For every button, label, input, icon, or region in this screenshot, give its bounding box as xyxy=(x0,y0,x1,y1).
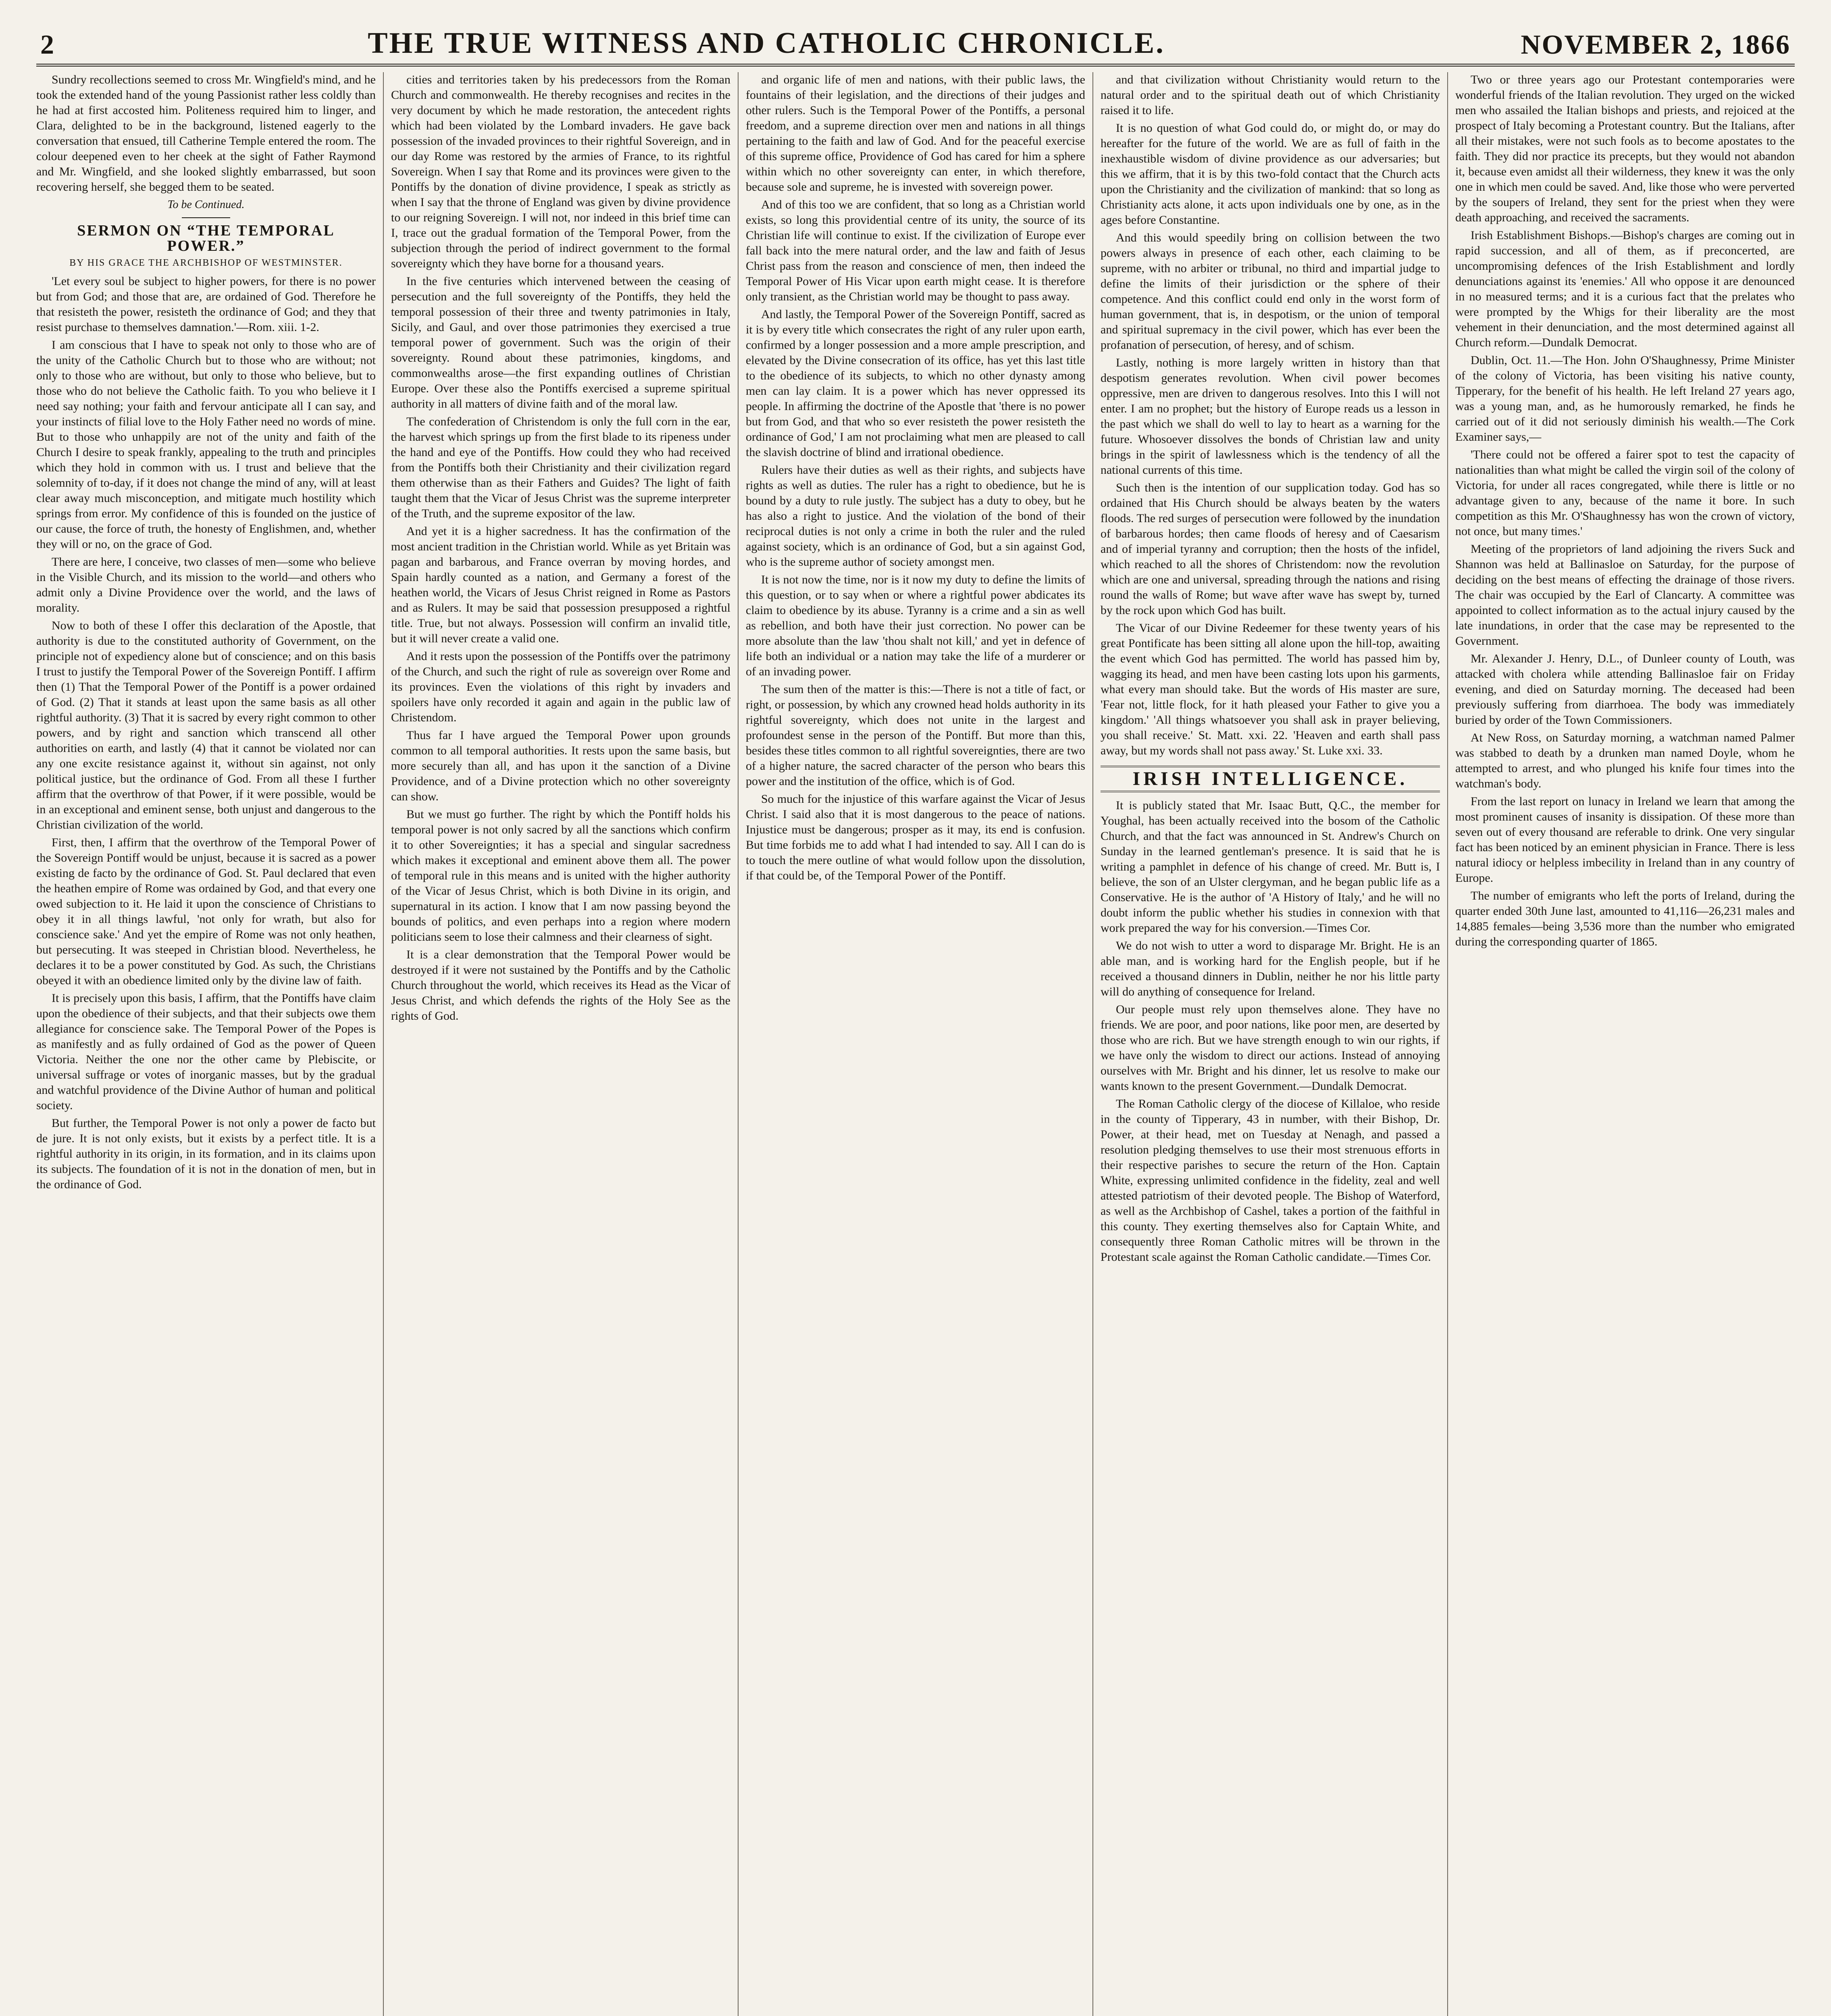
news-paragraph: 'There could not be offered a fairer spot to test the capacity of nationalities than what might be called the virgin soil of the colony of Victoria, for under all races congregated, while there is little or no advantage given to any, because of the name it bore. In such competition as this Mr. O'Shaughnessy has won the crown of victory, not once, but many times.' xyxy=(1455,448,1795,538)
news-paragraph: We do not wish to utter a word to disparage Mr. Bright. He is an able man, and is working hard for the English people, but if he received a thousand dinners in Dublin, neither he nor his little party will do anything of consequence for Ireland. xyxy=(1101,939,1440,998)
masthead xyxy=(36,16,1795,67)
sermon-byline: BY HIS GRACE THE ARCHBISHOP OF WESTMINSTER. xyxy=(69,258,343,268)
issue-date: NOVEMBER 2, 1866 xyxy=(1521,29,1791,60)
article-paragraph: Thus far I have argued the Temporal Power upon grounds common to all temporal authorities. It rests upon the same basis, but more securely than all, and has upon it the sanction of a Divine Providence, and of a Divine protection which no other sovereignty can show. xyxy=(391,729,730,803)
story-paragraph: Sundry recollections seemed to cross Mr. Wingfield's mind, and he took the extended hand of the young Passionist rather less coldly than he had at first accosted him. Politeness required him to linger, and Clara, delighted to be in the background, listened eagerly to the conversation that ensued, till Catherine Temple entered the room. The colour deepened even to her cheek at the sight of Father Raymond and Mr. Wingfield, and she looked slightly embarrassed, but soon recovering herself, she begged them to be seated. xyxy=(36,73,376,194)
news-paragraph: Our people must rely upon themselves alone. They have no friends. We are poor, and poor nations, like poor men, are deserted by those who are rich. But we have strength enough to win our rights, if we have only the wisdom to direct our actions. Instead of annoying ourselves with Mr. Bright and his dinner, let us resolve to make our wants known to the present Government.—Dundalk Democrat. xyxy=(1101,1003,1440,1093)
news-paragraph: Mr. Alexander J. Henry, D.L., of Dunleer county of Louth, was attacked with cholera while attending Ballinasloe fair on Friday evening, and died on Saturday morning. The deceased had been previously suffering from diarrhoea. The body was immediately buried by order of the Town Commissioners. xyxy=(1455,652,1795,727)
page-number: 2 xyxy=(40,29,54,60)
sermon-paragraph: Now to both of these I offer this declaration of the Apostle, that authority is due to the constituted authority of Government, on the principle not of expediency alone but of conscience; and on this basis I trust to justify the Temporal Power of the Sovereign Pontiff. I affirm then (1) That the Temporal Power of the Pontiff is a power ordained of God. (2) That it stands at least upon the same basis as all other rightful authority. (3) That it is sacred by every right common to other powers, and by right and sanction which transcend all other authorities on earth, and lastly (4) that it cannot be violated nor can any one excite resistance against it, without sin against, not only political justice, but the ordinance of God. From all these I further affirm that the overthrow of that Power, if it were possible, would be in an exceptional and eminent sense, both unjust and dangerous to the Christian civilization of the world. xyxy=(36,619,376,831)
article-paragraph: But we must go further. The right by which the Pontiff holds his temporal power is not only sacred by all the sanctions which confirm it to other Sovereignties; it has a special and singular sacredness which makes it exceptional and eminent above them all. The power of temporal rule in this means and is united with the higher authority of the Vicar of Jesus Christ, which is both Divine in its origin, and supernatural in its action. I know that I am now passing beyond the bounds of politics, and even perhaps into a region where modern politicians seem to lose their calmness and their clearness of sight. xyxy=(391,808,730,943)
news-paragraph: The number of emigrants who left the ports of Ireland, during the quarter ended 30th June last, amounted to 41,116—26,231 males and 14,885 females—being 3,536 more than the number who emigrated during the corresponding quarter of 1865. xyxy=(1455,889,1795,948)
article-paragraph: In the five centuries which intervened between the ceasing of persecution and the full sovereignty of the Pontiffs, they held the temporal possession of their three and twenty patrimonies in Italy, Sicily, and Gaul, and over those patrimonies they exercised a true temporal power of government. Such was the origin of their sovereignty. Round about these patrimonies, kingdoms, and commonwealths arose—the first expanding outlines of Christian Europe. Over these also the Pontiffs exercised a supreme spiritual authority in all matters of divine faith and of the moral law. xyxy=(391,275,730,410)
sermon-paragraph: 'Let every soul be subject to higher powers, for there is no power but from God; and those that are, are ordained of God. Therefore he that resisteth the power, resisteth the ordinance of God; and they that resist purchase to themselves damnation.'—Rom. xiii. 1-2. xyxy=(36,275,376,334)
news-paragraph: It is publicly stated that Mr. Isaac Butt, Q.C., the member for Youghal, has been actually received into the bosom of the Catholic Church, and that the fact was announced in St. Andrew's Church on Sunday in the learned gentleman's presence. It is said that he is writing a pamphlet in defence of his change of creed. Mr. Butt is, I believe, the son of an Ulster clergyman, and he began public life as a Conservative. He is the author of 'A History of Italy,' and he will no doubt inform the public whether his studies in connexion with that work prepared the way for his conversion.—Times Cor. xyxy=(1101,799,1440,935)
news-paragraph: Irish Establishment Bishops.—Bishop's charges are coming out in rapid succession, and all of them, as if preconcerted, are uncompromising defences of the Irish Establishment and lordly denunciations against its 'enemies.' All who oppose it are denounced in no measured terms; and it is a curious fact that the prelates who were prompted by the Whigs for their liberality are the most vehement in their denunciation, and the most determined against all Church reform.—Dundalk Democrat. xyxy=(1455,229,1795,349)
news-paragraph: Meeting of the proprietors of land adjoining the rivers Suck and Shannon was held at Ballinasloe on Saturday, for the purpose of deciding on the best means of effecting the drainage of those rivers. The chair was occupied by the Earl of Clancarty. A committee was appointed to collect information as to the actual injury caused by the late inundations, in order that the case may be represented to the Government. xyxy=(1455,542,1795,648)
columns xyxy=(36,72,1795,2016)
article-paragraph: Rulers have their duties as well as their rights, and subjects have rights as well as duties. The ruler has a right to obedience, but he is bound by a duty to rule justly. The subject has a duty to obey, but he has also a right to justice. And the violation of the bond of their reciprocal duties is not only a crime in both the ruler and the ruled against society, which is an ordinance of God, but a sin against God, who is the supreme author of society amongst men. xyxy=(746,463,1085,569)
article-paragraph: and organic life of men and nations, with their public laws, the fountains of their legislation, and the directions of their judges and other rulers. Such is the Temporal Power of the Pontiffs, a personal freedom, and a supreme direction over men and nations in all things pertaining to the faith and law of God. And for the peaceful exercise of this supreme office, Providence of God has cared for him a sphere within which no other sovereignty can enter, in which therefore, because sole and supreme, he is invested with sovereign power. xyxy=(746,73,1085,194)
sermon-paragraph: It is precisely upon this basis, I affirm, that the Pontiffs have claim upon the obedience of their subjects, and that their subjects owe them allegiance for conscience sake. The Temporal Power of the Popes is as manifestly and as fully ordained of God as the power of Queen Victoria. Neither the one nor the other came by Plebiscite, or universal suffrage or votes of inorganic masses, but by the gradual and watchful providence of the Divine Author of human and political society. xyxy=(36,991,376,1112)
article-paragraph: The confederation of Christendom is only the full corn in the ear, the harvest which springs up from the first blade to its ripeness under the hand and eye of the Pontiffs. How could they who had received from the Pontiffs both their Christianity and their civilization regard them otherwise than as their Fathers and Guides? The light of faith taught them that the Vicar of Jesus Christ was the supreme interpreter of the Truth, and the supreme expositor of the law. xyxy=(391,415,730,520)
article-paragraph: And it rests upon the possession of the Pontiffs over the patrimony of the Church, and such the right of rule as sovereign over Rome and its provinces. Even the violations of this right by invaders and spoilers have only recorded it again and again in the public law of Christendom. xyxy=(391,650,730,724)
sermon-paragraph: There are here, I conceive, two classes of men—some who believe in the Visible Church, and its mission to the world—and others who admit only a Divine Providence over the world, and the laws of morality. xyxy=(36,555,376,614)
news-paragraph: The Roman Catholic clergy of the diocese of Killaloe, who reside in the county of Tipperary, 43 in number, with their Bishop, Dr. Power, at their head, met on Tuesday at Nenagh, and passed a resolution pledging themselves to use their most strenuous efforts in their respective parishes to secure the return of the Hon. Captain White, expressing unlimited confidence in the fidelity, zeal and well attested patriotism of their devoted people. The Bishop of Waterford, as well as the Archbishop of Cashel, takes a portion of the faithful in this county. They exerting themselves also for Captain White, and consequently three Roman Catholic mitres will be thrown in the Protestant scale against the Roman Catholic candidate.—Times Cor. xyxy=(1101,1097,1440,1264)
column-3 xyxy=(738,72,1092,2016)
sermon-paragraph: But further, the Temporal Power is not only a power de facto but de jure. It is not only exists, but it exists by a perfect title. It is a rightful authority in its origin, in its formation, and in its claims upon its subjects. The foundation of it is not in the donation of men, but in the ordinance of God. xyxy=(36,1116,376,1191)
article-paragraph: So much for the injustice of this warfare against the Vicar of Jesus Christ. I said also that it is most dangerous to the peace of nations. Injustice must be dangerous; prosper as it may, its end is confusion. But time forbids me to add what I had intended to say. All I can do is to touch the mere outline of what would follow upon the dissolution, if that could be, of the Temporal Power of the Pontiff. xyxy=(746,792,1085,882)
article-paragraph: It is not now the time, nor is it now my duty to define the limits of this question, or to say when or where a rightful power abdicates its claim to obedience by its abuse. Tyranny is a crime and a sin as well as rebellion, and both have their just correction. No power can be more absolute than the law 'thou shalt not kill,' and yet in defence of life both an individual or a nation may take the life of a murderer or of an invading power. xyxy=(746,573,1085,678)
article-paragraph: and that civilization without Christianity would return to the natural order and to the spiritual death out of which Christianity raised it to life. xyxy=(1101,73,1440,117)
article-paragraph: It is a clear demonstration that the Temporal Power would be destroyed if it were not sustained by the Pontiffs and by the Catholic Church throughout the world, which receives its Head as the Vicar of Jesus Christ, and which defends the rights of the Holy See as the rights of God. xyxy=(391,948,730,1023)
article-paragraph: And of this too we are confident, that so long as a Christian world exists, so long this providential centre of its unity, the source of its Christian life will continue to exist. If the civilization of Europe ever fall back into the mere natural order, and the law and faith of Jesus Christ pass from the reason and conscience of men, then indeed the Temporal Power of His Vicar upon earth might cease. It is therefore only transient, as the Christian world may be thought to pass away. xyxy=(746,198,1085,303)
article-paragraph: And this would speedily bring on collision between the two powers always in presence of each other, each claiming to be supreme, with no arbiter or tribunal, no third and impartial judge to define the limits of their jurisdiction or the sphere of their competence. And this conflict could end only in the worst form of human government, that is, in despotism, or the union of temporal and spiritual supremacy in the civil power, which has ever been the profanation of persecution, of heresy, and of schism. xyxy=(1101,231,1440,352)
article-paragraph: Lastly, nothing is more largely written in history than that despotism generates revolution. When civil power becomes oppressive, men are driven to dangerous resolves. Into this I will not enter. I am no prophet; but the history of Europe reads us a lesson in the past which we shall do well to lay to heart as a warning for the future. Whosoever dissolves the bonds of Christian law and unity brings in the spirit of lawlessness which is the tendency of all the national currents of this time. xyxy=(1101,356,1440,477)
irish-intelligence-heading: IRISH INTELLIGENCE. xyxy=(1101,766,1440,792)
news-paragraph: Dublin, Oct. 11.—The Hon. John O'Shaughnessy, Prime Minister of the colony of Victoria, has been visiting his native county, Tipperary, for the benefit of his health. He left Ireland 27 years ago, was a young man, and, as he humorously remarked, he finds he carried out of it did not seriously diminish his wealth.—The Cork Examiner says,— xyxy=(1455,354,1795,444)
article-paragraph: And lastly, the Temporal Power of the Sovereign Pontiff, sacred as it is by every title which consecrates the right of any ruler upon earth, confirmed by a longer possession and a more ample prescription, and elevated by the Divine consecration of its office, has yet this last title to the obedience of its subjects, to which no other dynasty among men can lay claim. It is a power which has never oppressed its people. In affirming the doctrine of the Apostle that 'there is no power but from God, and that who so ever resisteth the power resisteth the ordinance of God,' I am not proclaiming what men are pleased to call the slavish doctrine of blind and irrational obedience. xyxy=(746,308,1085,459)
article-paragraph: And yet it is a higher sacredness. It has the confirmation of the most ancient tradition in the Christian world. While as yet Britain was pagan and barbarous, and France overran by moving hordes, and Spain hardly counted as a nation, and Germany a forest of the heathen world, the Vicars of Jesus Christ reigned in Rome as Pastors and as Rulers. It may be said that possession presupposed a rightful title. True, but not always. Possession will confirm an invalid title, but it will never create a valid one. xyxy=(391,525,730,645)
sermon-paragraph: First, then, I affirm that the overthrow of the Temporal Power of the Sovereign Pontiff would be unjust, because it is sacred as a power existing de facto by the ordinance of God. St. Paul declared that even the heathen empire of Rome was ordained by God, and that every one owed subjection to it. He laid it upon the conscience of Christians to obey it in all things lawful, 'not only for wrath, but also for conscience sake.' And yet the empire of Rome was not only heathen, but persecuting. It was steeped in Christian blood. Nevertheless, he declares it to be a power constituted by God. As such, the Christians obeyed it with an obedience limited only by the divine law of faith. xyxy=(36,836,376,987)
column-4 xyxy=(1092,72,1447,2016)
news-paragraph: Two or three years ago our Protestant contemporaries were wonderful friends of the Italian revolution. They urged on the wicked men who assailed the Italian bishops and priests, and rejoiced at the prospect of Italy becoming a Protestant country. But the Italians, after all their mistakes, were not such fools as to become apostates to the faith. They did nor practice its precepts, but they would not abandon it, because even amidst all their wilderness, they knew it was the only one in which men could be saved. And, like those who were perverted by the soupers of Ireland, they sent for the priest when they were death approaching, and received the sacraments. xyxy=(1455,73,1795,224)
sermon-title: SERMON ON “THE TEMPORAL POWER.” xyxy=(77,222,335,254)
newspaper-title: THE TRUE WITNESS AND CATHOLIC CHRONICLE. xyxy=(368,27,1165,60)
article-paragraph: Such then is the intention of our supplication today. God has so ordained that His Church should be always beaten by the waters floods. The red surges of persecution were followed by the inundation of barbarous hordes; then came floods of heresy and of Caesarism and of imperial tyranny and corruption; then the hosts of the infidel, which reached to all the shores of Christendom: now the revolution which are one and universal, spreading through the nations and rising round the walls of Rome; but wave after wave has swept by, turned by the rock upon which God has built. xyxy=(1101,481,1440,617)
column-1 xyxy=(36,72,383,2016)
article-paragraph: The Vicar of our Divine Redeemer for these twenty years of his great Pontificate has been sitting all alone upon the hill-top, awaiting the event which God has permitted. The world has passed him by, wagging its head, and men have been casting lots upon his garments, what every man should take. But the words of His master are sure, 'Fear not, little flock, for it hath pleased your Father to give you a kingdom.' 'All things whatsoever you shall ask in prayer believing, you shall receive.' St. Matt. xxi. 22. 'Heaven and earth shall pass away, but my words shall not pass away.' St. Luke xxi. 33. xyxy=(1101,621,1440,757)
column-2 xyxy=(383,72,738,2016)
article-paragraph: The sum then of the matter is this:—There is not a title of fact, or right, or possession, by which any crowned head holds authority in its rightful sovereignty, which does not unite in the largest and profoundest sense in the person of the Pontiff. But more than this, besides these titles common to all rightful sovereignties, there are two of a higher nature, the sacred character of the person who bears this power and the institution of the office, which is of God. xyxy=(746,683,1085,788)
to-be-continued: To be Continued. xyxy=(167,198,245,211)
news-paragraph: At New Ross, on Saturday morning, a watchman named Palmer was stabbed to death by a drunken man named Doyle, whom he attempted to arrest, and who plunged his knife four times into the watchman's body. xyxy=(1455,731,1795,790)
sermon-paragraph: I am conscious that I have to speak not only to those who are of the unity of the Catholic Church but to those who are without; not only to those who are without, but only to those who believe, but to those who do not believe the Catholic faith. To you who believe it I need say nothing; your faith and fervour anticipate all I can say, and your instincts of filial love to the Holy Father need no words of mine. But to those who unhappily are not of the unity and faith of the Church I desire to speak frankly, appealing to the truth and principles which they hold in common with us. I trust and believe that the solemnity of to-day, if it does not change the mind of any, will at least clear away much misconception, and mitigate much hostility which springs from error. My confidence of this is founded on the justice of our cause, the force of truth, the honesty of Englishmen, and, whether they will or no, on the grace of God. xyxy=(36,338,376,551)
article-paragraph: It is no question of what God could do, or might do, or may do hereafter for the future of the world. We are as full of faith in the inexhaustible wisdom of divine providence as our adversaries; but this we affirm, that it is by this two-fold contact that the Church acts upon the Christianity and the civilization of mankind: that so long as Christianity acts alone, it acts upon individuals one by one, as in the ages before Constantine. xyxy=(1101,121,1440,227)
column-5 xyxy=(1447,72,1795,2016)
article-paragraph: cities and territories taken by his predecessors from the Roman Church and commonwealth. He thereby recognises and recites in the very document by which he made restoration, the antecedent rights which had been violated by the Lombard invaders. He gave back possession of the invaded provinces to their rightful Sovereign, and in our day Rome was restored by the armies of France, to its rightful Sovereign. When I say that Rome and its provinces were given to the Pontiffs by the donation of divine providence, I speak as strictly as when I say that the throne of England was given by divine providence to our reigning Sovereign. I will not, nor indeed in this brief time can I, trace out the gradual formation of the Temporal Power, from the subjection through the period of indirect government to the formal sovereignty which they have borne for a thousand years. xyxy=(391,73,730,270)
news-paragraph: From the last report on lunacy in Ireland we learn that among the most prominent causes of insanity is dissipation. Of these more than seven out of every thousand are referable to drink. One very singular fact has been noticed by an eminent physician in France. There is less natural idiocy or helpless imbecility in Ireland than in any country of Europe. xyxy=(1455,795,1795,885)
divider xyxy=(182,217,230,218)
